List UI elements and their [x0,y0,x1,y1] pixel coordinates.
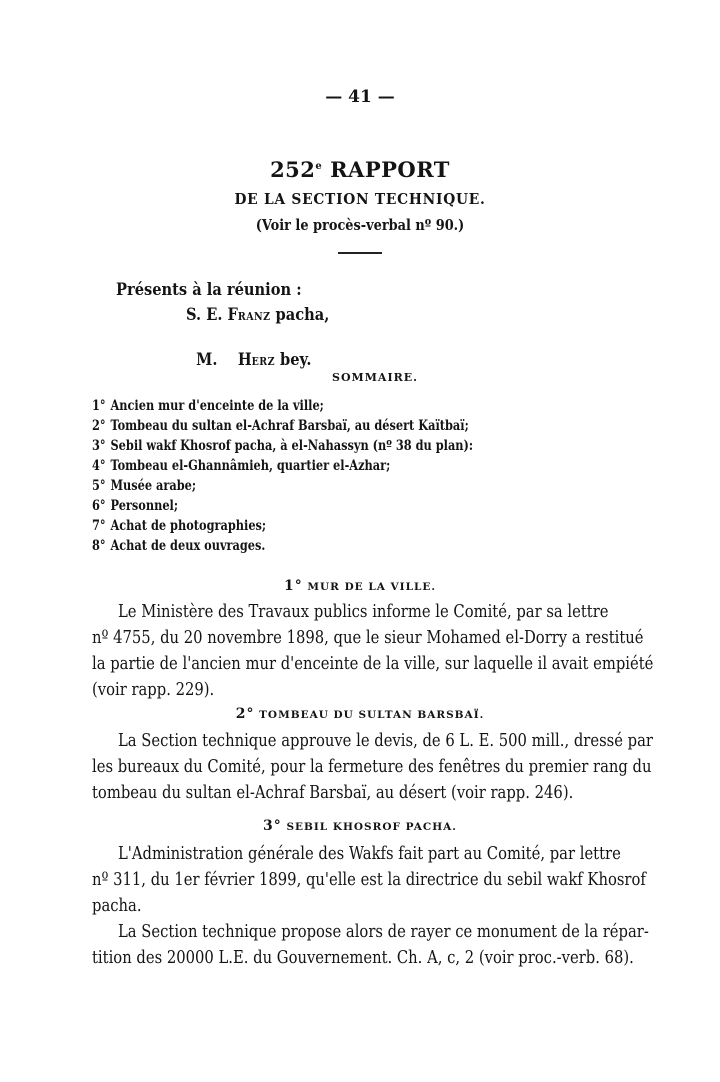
section-title: MUR DE LA VILLE. [307,581,436,593]
section-heading [0,706,720,722]
paragraph-line: pacha. [92,895,142,916]
summary-item-number: 7° [92,518,106,534]
section-number: 1° [284,578,303,594]
summary-item [92,438,473,454]
paragraph-line: nº 4755, du 20 novembre 1898, que le sieur Mohamed el-Dorry a restitué [92,627,644,648]
summary-item-text: Ancien mur d'enceinte de la ville; [110,398,324,414]
summary-item-number: 5° [92,478,106,494]
summary-heading: SOMMAIRE. [332,371,418,384]
summary-item-text: Tombeau du sultan el-Achraf Barsbaï, au désert Kaïtbaï; [110,418,469,434]
title-divider [338,252,382,254]
paragraph-line: L'Administration générale des Wakfs fait part au Comité, par lettre [118,843,621,864]
section-number: 2° [235,706,255,722]
paragraph-line: la partie de l'ancien mur d'enceinte de la ville, sur laquelle il avait empiété [92,653,654,674]
attendee-prefix: M. [196,350,238,370]
attendee-prefix: S. E. [186,305,228,325]
summary-item-text: Achat de deux ouvrages. [110,538,266,554]
section-title: SEBIL KHOSROF PACHA. [286,821,457,833]
section-title: TOMBEAU DU SULTAN BARSBAÏ. [259,709,485,721]
summary-item [92,538,265,554]
summary-item [92,398,324,414]
summary-item-number: 2° [92,418,106,434]
summary-item-text: Tombeau el-Ghannâmieh, quartier el-Azhar; [110,458,391,474]
report-word: RAPPORT [322,157,450,182]
summary-item [92,458,390,474]
summary-item [92,498,178,514]
attendance-label: Présents à la réunion : [116,280,302,300]
paragraph-line: tombeau du sultan el-Achraf Barsbaï, au désert (voir rapp. 246). [92,782,574,803]
report-number-ordinal: e [315,161,323,172]
attendee-name-cap: F [227,305,238,325]
summary-item [92,418,469,434]
attendee-name-cap: H [237,350,252,370]
summary-item [92,478,196,494]
attendee-name-smallcaps: ERZ [251,355,275,368]
summary-item-number: 1° [92,398,106,414]
report-number: 252 [270,157,316,182]
section-number: 3° [263,818,282,834]
paragraph-line: Le Ministère des Travaux publics informe le Comité, par sa lettre [118,601,609,622]
summary-item-text: Personnel; [110,498,179,514]
report-reference: (Voir le procès-verbal nº 90.) [255,216,465,234]
section-heading [0,578,720,594]
summary-item-number: 6° [92,498,106,514]
attendee [186,330,311,370]
paragraph-line: La Section technique approuve le devis, de 6 L. E. 500 mill., dressé par [118,730,653,751]
paragraph-line: tition des 20000 L.E. du Gouvernement. Ch. A, c, 2 (voir proc.-verb. 68). [92,947,634,968]
page-number: — 41 — [325,87,395,107]
paragraph-line: nº 311, du 1er février 1899, qu'elle est la directrice du sebil wakf Khosrof [92,869,646,890]
summary-item [92,518,266,534]
report-subtitle: DE LA SECTION TECHNIQUE. [234,190,486,208]
summary-item-number: 4° [92,458,106,474]
paragraph-line: (voir rapp. 229). [92,679,215,700]
attendee-title: pacha, [270,305,330,325]
summary-item-text: Achat de photographies; [110,518,267,534]
section-heading [0,818,720,834]
summary-item-number: 3° [92,438,106,454]
summary-item-text: Musée arabe; [110,478,197,494]
paragraph-line: les bureaux du Comité, pour la fermeture des fenêtres du premier rang du [92,756,652,777]
attendee-title: bey. [274,350,312,370]
attendee-name-smallcaps: RANZ [237,310,271,323]
summary-item-text: Sebil wakf Khosrof pacha, à el-Nahassyn (nº 38 du plan): [110,438,474,454]
paragraph-line: La Section technique propose alors de rayer ce monument de la répar- [118,921,649,942]
attendee [186,305,329,325]
report-title [0,157,720,182]
summary-item-number: 8° [92,538,106,554]
